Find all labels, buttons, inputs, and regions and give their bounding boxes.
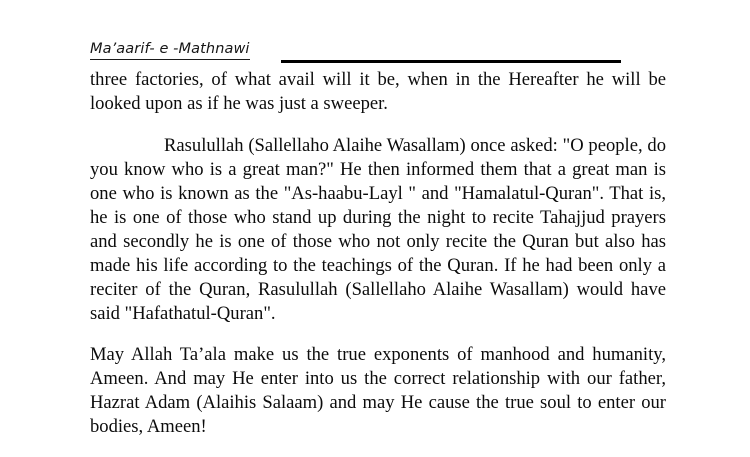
header-divider-rule: [281, 60, 621, 63]
paragraph-dua: May Allah Ta’ala make us the true exponents of manhood and humanity, Ameen. And may He enter into us the correct relationship with our father, Hazrat Adam (Alaihis Salaam) and may He cause the true soul to enter our bodies, Ameen!: [90, 344, 666, 437]
running-header-title: Ma’aarif- e -Mathnawi: [90, 41, 250, 60]
paragraph-rasulullah: Rasulullah (Sallellaho Alaihe Wasallam) once asked: "O people, do you know who is a great man?" He then informed them that a great man is one who is known as the "As-haabu-Layl " and "Hamalatul-Quran". That is, he is one of those who stand up during the night to recite Tahajjud prayers and secondly he is one of those who not only recite the Quran but also has made his life according to the teachings of the Quran. If he had been only a reciter of the Quran, Rasulullah (Sallellaho Alaihe Wasallam) would have said "Hafathatul-Quran".: [90, 135, 666, 324]
running-header: [90, 40, 665, 60]
body-text-column: [90, 68, 666, 439]
paragraph-continued: three factories, of what avail will it be, when in the Hereafter he will be looked upon as if he was just a sweeper.: [90, 69, 666, 114]
